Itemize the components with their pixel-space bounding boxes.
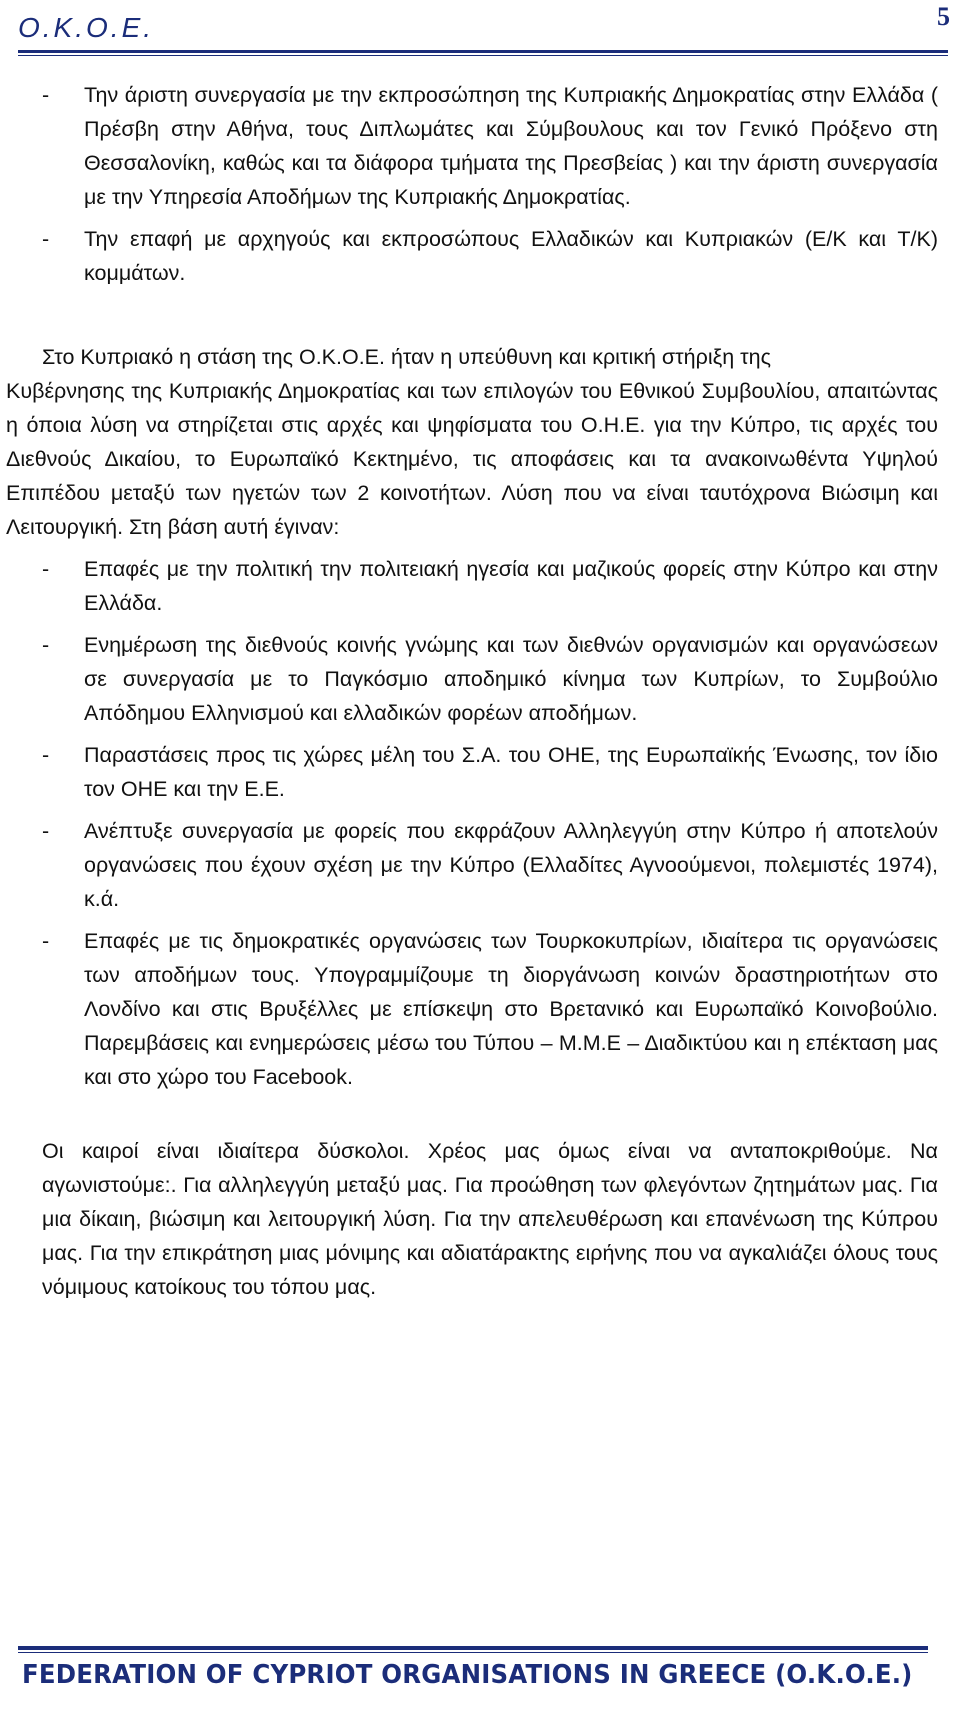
bullet-dash: - (42, 633, 50, 657)
list-item (0, 924, 960, 1094)
list-item (0, 78, 960, 214)
list-item-text: Επαφές με τις δημοκρατικές οργανώσεις των Τουρκοκυπρίων, ιδιαίτερα τις οργανώσεις των αποδήμων τους. Υπογραμμίζουμε τη διοργάνωση κοινών δραστηριοτήτων στο Λονδίνο και στις Βρυξέλλες με επίσκεψη στο Βρετανικό και Ευρωπαϊκό Κοινοβούλιο. Παρεμβάσεις και ενημερώσεις μέσω του Τύπου – Μ.Μ.Ε – Διαδικτύου και η επέκταση μας και στο χώρο του Facebook. (84, 929, 938, 1089)
bullet-dash: - (42, 227, 50, 251)
bullet-dash: - (42, 819, 50, 843)
list-item-text: Ανέπτυξε συνεργασία με φορείς που εκφράζουν Αλληλεγγύη στην Κύπρο ή αποτελούν οργανώσεις που έχουν σχέση με την Κύπρο (Ελλαδίτες Αγνοούμενοι, πολεμιστές 1974), κ.ά. (84, 819, 938, 911)
footer-federation-name: FEDERATION OF CYPRIOT ORGANISATIONS IN GREECE (O.K.O.E.) (22, 1660, 913, 1690)
list-item (0, 814, 960, 916)
list-item (0, 738, 960, 806)
bullet-dash: - (42, 929, 50, 953)
list-item (0, 222, 960, 290)
header-divider (18, 50, 948, 53)
list-item-text: Παραστάσεις προς τις χώρες μέλη του Σ.Α. του ΟΗΕ, της Ευρωπαϊκής Ένωσης, τον ίδιο τον ΟΗΕ και την Ε.Ε. (84, 743, 938, 801)
bullet-dash: - (42, 83, 50, 107)
list-item-text: Την επαφή με αρχηγούς και εκπροσώπους Ελλαδικών και Κυπριακών (Ε/Κ και Τ/Κ) κομμάτων. (84, 227, 938, 285)
footer-divider (18, 1646, 928, 1650)
document-body (0, 78, 960, 1304)
bullet-dash: - (42, 557, 50, 581)
list-item-text: Επαφές με την πολιτική την πολιτειακή ηγεσία και μαζικούς φορείς στην Κύπρο και στην Ελλάδα. (84, 557, 938, 615)
paragraph-body: Κυβέρνησης της Κυπριακής Δημοκρατίας και των επιλογών του Εθνικού Συμβουλίου, απαιτώντας η όποια λύση να στηρίζεται στις αρχές και ψηφίσματα του Ο.Η.Ε. για την Κύπρο, τις αρχές του Διεθνούς Δικαίου, το Ευρωπαϊκό Κεκτημένο, τις αποφάσεις και τα ανακοινωθέντα Υψηλού Επιπέδου μεταξύ των ηγετών των 2 κοινοτήτων. Λύση που να είναι ταυτόχρονα Βιώσιμη και Λειτουργική. Στη βάση αυτή έγιναν: (6, 379, 938, 539)
list-item (0, 552, 960, 620)
list-item-text: Ενημέρωση της διεθνούς κοινής γνώμης και των διεθνών οργανισμών και οργανώσεων σε συνεργασία με το Παγκόσμιο αποδημικό κίνημα των Κυπρίων, το Συμβούλιο Απόδημου Ελληνισμού και ελλαδικών φορέων αποδήμων. (84, 633, 938, 725)
list-item-text: Την άριστη συνεργασία με την εκπροσώπηση της Κυπριακής Δημοκρατίας στην Ελλάδα ( Πρέσβη στην Αθήνα, τους Διπλωμάτες και Σύμβουλους και τον Γενικό Πρόξενο στη Θεσσαλονίκη, καθώς και τα διάφορα τμήματα της Πρεσβείας ) και την άριστη συνεργασία με την Υπηρεσία Αποδήμων της Κυπριακής Δημοκρατίας. (84, 83, 938, 209)
okoe-logo: O.K.O.E. (18, 12, 155, 43)
closing-paragraph: Οι καιροί είναι ιδιαίτερα δύσκολοι. Χρέος μας όμως είναι να ανταποκριθούμε. Να αγωνιστούμε:. Για αλληλεγγύη μεταξύ μας. Για προώθηση των φλεγόντων ζητημάτων μας. Για μια δίκαιη, βιώσιμη και λειτουργική λύση. Για την απελευθέρωση και επανένωση της Κύπρου μας. Για την επικράτηση μιας μόνιμης και αδιατάρακτης ειρήνης που να αγκαλιάζει όλους τους νόμιμους κατοίκους του τόπου μας. (42, 1139, 938, 1299)
list-item (0, 628, 960, 730)
header-divider-thin (18, 55, 948, 56)
page-number: 5 (937, 2, 950, 31)
footer-divider-thin (18, 1652, 928, 1653)
bullet-dash: - (42, 743, 50, 767)
paragraph-first-line: Στο Κυπριακό η στάση της Ο.Κ.Ο.Ε. ήταν η υπεύθυνη και κριτική στήριξη της (42, 345, 771, 369)
